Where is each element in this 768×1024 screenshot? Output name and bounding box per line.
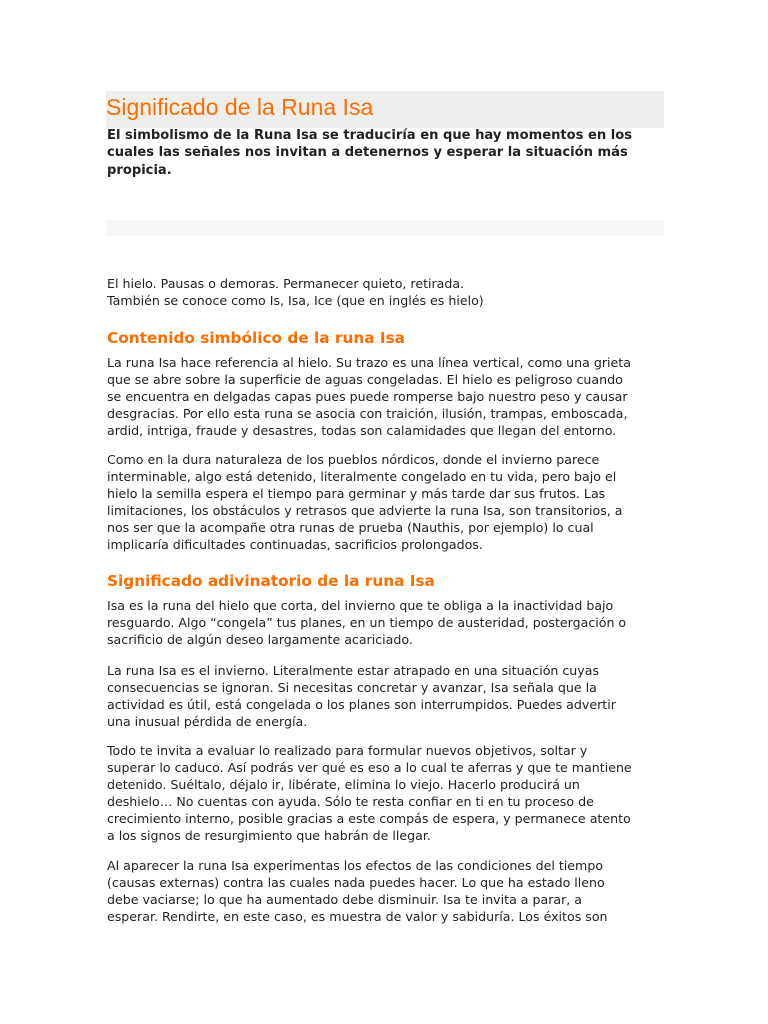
paragraph — [107, 743, 632, 844]
page-title: Significado de la Runa Isa — [106, 94, 374, 120]
paragraph-line: deshielo… No cuentas con ayuda. Sólo te resta confiar en ti en tu proceso de — [107, 793, 594, 809]
paragraph-line: sacrificio de algún deseo largamente acariciado. — [107, 631, 413, 647]
paragraph — [107, 452, 623, 553]
paragraph-line: implicaría dificultades continuadas, sacrificios prolongados. — [107, 536, 483, 552]
paragraph-line: crecimiento interno, posible gracias a este compás de espera, y permanece atento — [107, 810, 631, 826]
paragraph-line: La runa Isa hace referencia al hielo. Su trazo es una línea vertical, como una grieta — [107, 355, 631, 370]
lead-paragraph — [107, 127, 652, 179]
paragraph-line: que se abre sobre la superficie de aguas congeladas. El hielo es peligroso cuando — [107, 371, 623, 387]
section-heading-symbolic: Contenido simbólico de la runa Isa — [107, 329, 405, 347]
lead-line: El simbolismo de la Runa Isa se traduciría en que hay momentos en los — [107, 128, 633, 143]
paragraph-line: La runa Isa es el invierno. Literalmente estar atrapado en una situación cuyas — [107, 663, 600, 678]
paragraph-line: (causas externas) contra las cuales nada puedes hacer. Lo que ha estado lleno — [107, 874, 605, 890]
paragraph-line: Isa es la runa del hielo que corta, del invierno que te obliga a la inactividad bajo — [107, 598, 614, 613]
section-heading-divination: Significado adivinatorio de la runa Isa — [107, 572, 435, 590]
intro-paragraph — [107, 275, 667, 309]
paragraph-line: consecuencias se ignoran. Si necesitas concretar y avanzar, Isa señala que la — [107, 679, 597, 695]
paragraph — [107, 598, 626, 649]
paragraph-line: actividad es útil, está congelada o los planes son interrumpidos. Puedes advertir — [107, 696, 616, 712]
paragraph — [107, 663, 616, 731]
paragraph-line: Como en la dura naturaleza de los pueblos nórdicos, donde el invierno parece — [107, 452, 600, 467]
intro-line: El hielo. Pausas o demoras. Permanecer quieto, retirada. — [107, 276, 465, 291]
paragraph-line: superar lo caduco. Así podrás ver qué es eso a lo cual te aferras y que te mantiene — [107, 759, 632, 775]
lead-line: propicia. — [107, 162, 172, 178]
paragraph-line: resguardo. Algo “congela” tus planes, en un tiempo de austeridad, postergación o — [107, 614, 627, 630]
paragraph-line: se encuentra en delgadas capas pues puede romperse bajo nuestro peso y causar — [107, 388, 628, 404]
paragraph-line: Todo te invita a evaluar lo realizado para formular nuevos objetivos, soltar y — [107, 743, 588, 758]
paragraph-line: una inusual pérdida de energía. — [107, 713, 308, 729]
paragraph-line: ardid, intriga, fraude y desastres, todas son calamidades que llegan del entorno. — [107, 422, 617, 438]
paragraph-line: interminable, algo está detenido, literalmente congelado en tu vida, pero bajo el — [107, 468, 617, 484]
divider-strip — [106, 220, 664, 236]
paragraph — [107, 858, 608, 926]
paragraph — [107, 355, 631, 440]
lead-line: cuales las señales nos invitan a detenernos y esperar la situación más — [107, 145, 628, 161]
paragraph-line: limitaciones, los obstáculos y retrasos que advierte la runa Isa, son transitorios, a — [107, 502, 623, 518]
paragraph-line: debe vaciarse; lo que ha aumentado debe disminuir. Isa te invita a parar, a — [107, 891, 583, 907]
paragraph-line: a los signos de resurgimiento que habrán de llegar. — [107, 827, 431, 843]
paragraph-line: detenido. Suéltalo, déjalo ir, libérate, elimina lo viejo. Hacerlo producirá un — [107, 776, 580, 792]
paragraph-line: nos ser que la acompañe otra runas de prueba (Nauthis, por ejemplo) lo cual — [107, 519, 594, 535]
paragraph-line: hielo la semilla espera el tiempo para germinar y más tarde dar sus frutos. Las — [107, 485, 606, 501]
paragraph-line: desgracias. Por ello esta runa se asocia con traición, ilusión, trampas, emboscada, — [107, 405, 628, 421]
paragraph-line: esperar. Rendirte, en este caso, es muestra de valor y sabiduría. Los éxitos son — [107, 908, 608, 924]
intro-line: También se conoce como Is, Isa, Ice (que en inglés es hielo) — [107, 293, 484, 309]
paragraph-line: Al aparecer la runa Isa experimentas los efectos de las condiciones del tiempo — [107, 858, 604, 873]
